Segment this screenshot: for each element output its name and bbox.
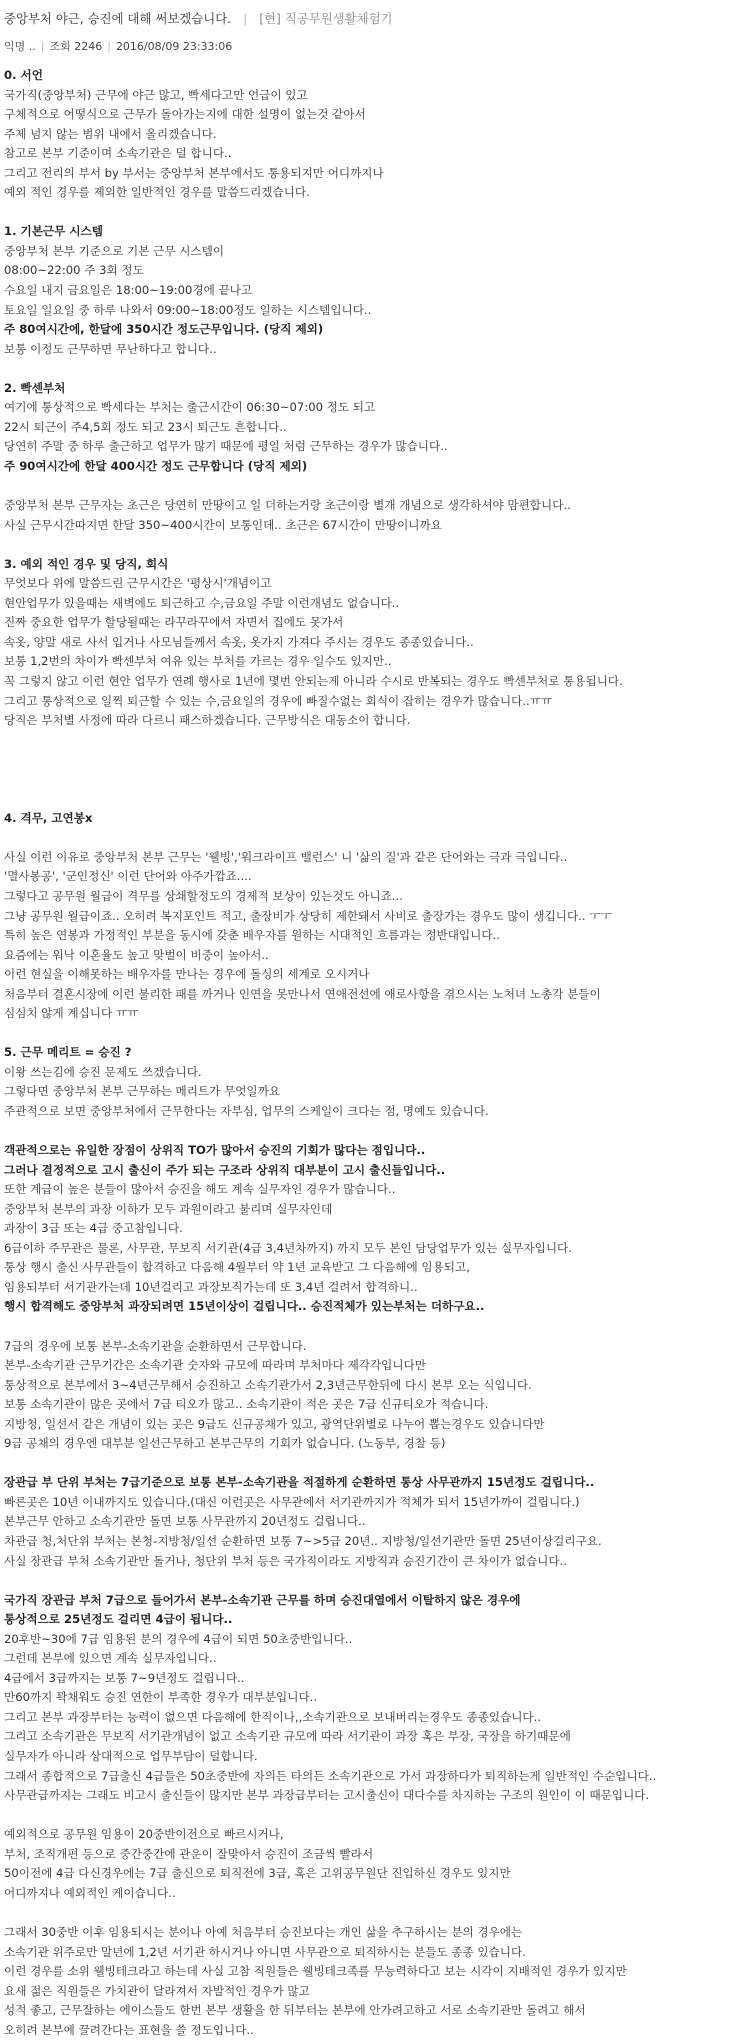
body-line: 구체적으로 어떻식으로 근무가 돌아가는지에 대한 설명이 없는것 같아서 xyxy=(4,107,366,122)
body-line: 만60까지 꽉채워도 승진 연한이 부족한 경우가 대부분입니다.. xyxy=(4,1690,318,1705)
body-line: 20후반~30에 7급 임용된 분의 경우에 4급이 되면 50초중반입니다.. xyxy=(4,1631,353,1646)
view-count: 조회 2246 xyxy=(49,40,103,53)
body-line: 22시 퇴근이 주4,5회 정도 되고 23시 퇴근도 흔합니다.. xyxy=(4,419,287,434)
body-line: 9급 공채의 경우엔 대부분 일선근무하고 본부근무의 기회가 없습니다. (노동부, 경찰 등) xyxy=(4,1436,446,1451)
blank-line xyxy=(4,1806,740,1826)
section-heading: 그러나 결정적으로 고시 출신이 주가 되는 구조라 상위직 대부분이 고시 출신들입니다.. xyxy=(4,1162,446,1177)
blank-line xyxy=(4,1122,740,1142)
section-heading: 주 90여시간에 한달 400시간 정도 근무합니다 (당직 제외) xyxy=(4,458,308,473)
body-line: 임용되부터 서기관가는데 10년걸리고 과장보직가는데 또 3,4년 걸려서 합격하니.. xyxy=(4,1279,418,1294)
blank-line xyxy=(4,789,740,809)
body-line: 예외적으로 공무원 임용이 20중반이전으로 빠르시거나, xyxy=(4,1827,284,1842)
body-line: 이런 경우를 소위 웰빙테크라고 하는데 사실 고참 직원들은 웰빙테크족를 무능력하다고 보는 시각이 지배적인 경우가 있지만 xyxy=(4,1964,627,1979)
blank-line xyxy=(4,476,740,496)
section-heading: 1. 기본근무 시스템 xyxy=(4,224,103,239)
body-line: 6급이하 주무관은 물론, 사무관, 무보직 서기관(4급 3,4년차까지) 까지 모두 본인 담당업무가 있는 실무자입니다. xyxy=(4,1240,572,1255)
body-line: 부처, 조직개편 등으로 중간중간에 관운이 잘맞아서 승진이 조금씩 빨라서 xyxy=(4,1846,374,1861)
body-line: 그래서 종합적으로 7급출신 4급들은 50초중반에 자의든 타의든 소속기관으로 가서 과장하다가 퇴직하는게 일반적인 수순입니다.. xyxy=(4,1768,657,1783)
body-line: 중앙부처 본부 기준으로 기본 근무 시스템이 xyxy=(4,243,225,258)
body-line: 수요일 내지 금요일은 18:00~19:00경에 끝나고 xyxy=(4,283,253,298)
body-line: 어디까지나 예외적인 케이습니다.. xyxy=(4,1885,176,1900)
body-line: 당직은 부처별 사정에 따라 다르니 패스하겠습니다. 근무방식은 대동소이 합니다. xyxy=(4,713,411,728)
body-line: 그리고 전리의 부서 by 부서는 중앙부처 본부에서도 통용되지만 어디까지나 xyxy=(4,165,384,180)
body-line: 본부근무 안하고 소속기관만 돌면 보통 사무관까지 20년정도 걸립니다.. xyxy=(4,1514,366,1529)
body-line: 사실 이런 이유로 중앙부처 본부 근무는 '웰빙','워크라이프 밸런스' 니 '삶의 질'과 같은 단어와는 극과 극입니다.. xyxy=(4,849,568,864)
body-line: 보통 이정도 근무하면 무난하다고 합니다.. xyxy=(4,341,217,356)
section-heading: 국가직 장관급 부처 7급으로 들어가서 본부-소속기관 근무를 하며 승진대열에서 이탈하지 않은 경우에 xyxy=(4,1592,521,1607)
body-line: 토요일 일요일 중 하루 나와서 09:00~18:00정도 일하는 시스템입니다.. xyxy=(4,302,372,317)
section-heading: 4. 격무, 고연봉x xyxy=(4,810,93,825)
body-line: 주제 넘지 않는 범위 내에서 올리겠습니다. xyxy=(4,126,217,141)
section-heading: 0. 서언 xyxy=(4,68,43,82)
article-meta xyxy=(0,30,744,54)
body-line: 심심치 않게 계십니다 ㅠㅠ xyxy=(4,1006,139,1021)
body-line: 사실 장관급 부처 소속기관만 돌거나, 청단위 부처 등은 국가직이라도 지방직과 승진기간이 큰 차이가 없습니다.. xyxy=(4,1553,567,1568)
meta-divider: | xyxy=(40,40,45,53)
body-line: '멸사봉공', '군인정신' 이런 단어와 아주가깝죠.... xyxy=(4,869,252,884)
body-line: 지방청, 일선서 같은 개념이 있는 곳은 9급도 신규공채가 있고, 광역단위별로 나누어 뽑는경우도 있습니다만 xyxy=(4,1416,545,1431)
body-line: 국가직(중앙부처) 근무에 야근 많고, 빡세다고만 언급이 있고 xyxy=(4,87,308,102)
body-line: 50이전에 4급 다신경우에는 7급 출신으로 퇴직전에 3급, 혹은 고위공무원단 진입하신 경우도 있지만 xyxy=(4,1866,511,1881)
article-title: 중앙부처 야근, 승진에 대해 써보겠습니다. xyxy=(4,11,232,26)
section-heading: 객관적으로는 유일한 장점이 상위직 TO가 많아서 승진의 기회가 많다는 점입니다.. xyxy=(4,1143,426,1158)
blank-line xyxy=(4,828,740,848)
section-heading: 장관급 부 단위 부처는 7급기준으로 보통 본부-소속기관을 적절하게 순환하면 통상 사무관까지 15년정도 걸립니다.. xyxy=(4,1475,595,1490)
body-line: 중앙부처 본부의 과장 이하가 모두 과원이라고 불리며 실무자인데 xyxy=(4,1201,333,1216)
body-line: 보통 1,2번의 차이가 빡센부처 여유 있는 부처를 가르는 경우 일수도 있지만.. xyxy=(4,654,392,669)
blank-line xyxy=(4,1024,740,1044)
body-line: 08:00~22:00 주 3회 정도 xyxy=(4,263,144,278)
blank-line xyxy=(4,750,740,770)
post-date: 2016/08/09 23:33:06 xyxy=(115,40,233,53)
body-line: 이왕 쓰는김에 승진 문제도 쓰겠습니다. xyxy=(4,1064,202,1079)
body-line: 무엇보다 위에 말씀드린 근무시간은 '평상시'개념이고 xyxy=(4,576,272,591)
section-heading: 주 80여시간에, 한달에 350시간 정도근무입니다. (당직 제외) xyxy=(4,322,324,337)
body-line: 이런 현실을 이해못하는 배우자를 만나는 경우에 돌싱의 세계로 오시거나 xyxy=(4,967,370,982)
body-line: 그런데 본부에 있으면 계속 실무자입니다.. xyxy=(4,1651,217,1666)
body-line: 오히려 본부에 끌려간다는 표현을 쓸 정도입니다.. xyxy=(4,2022,254,2037)
body-line: 보통 소속기관이 많은 곳에서 7급 티오가 많고.. 소속기관이 적은 곳은 7급 신규티오가 적습니다. xyxy=(4,1397,489,1412)
body-line: 과장이 3급 또는 4급 중고참입니다. xyxy=(4,1221,183,1236)
body-line: 그리고 통상적으로 일찍 퇴근할 수 있는 수,금요일의 경우에 빠질수없는 회식이 잡히는 경우가 많습니다..ㅠㅠ xyxy=(4,693,553,708)
body-line: 당연히 주말 중 하루 출근하고 업무가 많기 때문에 평일 처럼 근무하는 경우가 많습니다.. xyxy=(4,439,448,454)
body-line: 본부-소속기관 근무기간은 소속기관 숫자와 규모에 따라며 부처마다 제각각입니다만 xyxy=(4,1358,426,1373)
body-line: 그래서 30중반 이후 임용되시는 분이나 아예 처음부터 승진보다는 개인 삶을 추구하시는 분의 경우에는 xyxy=(4,1924,523,1939)
body-line: 그냥 공무원 월급이죠.. 오히려 복지포인트 적고, 출장비가 상당히 제한돼서 사비로 출장가는 경우도 많이 생깁니다.. ㅜㅜ xyxy=(4,908,612,923)
blank-line xyxy=(4,1903,740,1923)
author-name[interactable]: 익명 .. xyxy=(4,40,36,53)
blank-line xyxy=(4,770,740,790)
body-line: 소속기관 위주로만 말년에 1,2년 서기관 하시거나 아니면 사무관으로 퇴직하시는 분들도 종종 있습니다. xyxy=(4,1944,526,1959)
section-heading: 5. 근무 메리트 = 승진 ? xyxy=(4,1045,132,1060)
blank-line xyxy=(4,359,740,379)
article-header xyxy=(0,0,744,30)
body-line: 그리고 소속기관은 무보직 서기관개념이 없고 소속기관 규모에 따라 서기관이 과장 혹은 부장, 국장을 하기때문에 xyxy=(4,1729,571,1744)
body-line: 차관급 청,처단위 부처는 본청-지방청/일선 순환하면 보통 7~>5급 20년.. 지방청/일선기관만 돌면 25년이상걸리구요. xyxy=(4,1534,602,1549)
body-line: 참고로 본부 기준이며 소속기관은 덜 합니다.. xyxy=(4,146,232,161)
body-line: 사무관급까지는 그래도 비고시 출신들이 많지만 본부 과장급부터는 고시출신이 대다수를 차지하는 구조의 원인이 이 때문입니다. xyxy=(4,1788,650,1803)
body-line: 또한 계급이 높은 분들이 많아서 승진을 해도 계속 실무자인 경우가 많습니다.. xyxy=(4,1182,396,1197)
body-line: 그렇다고 공무원 월급이 격무를 상쇄할정도의 경제적 보상이 있는것도 아니죠... xyxy=(4,888,403,903)
blank-line xyxy=(4,731,740,751)
meta-divider: | xyxy=(107,40,111,53)
body-line: 실무자가 아니라 상대적으로 업무부담이 덜합니다. xyxy=(4,1749,258,1764)
body-line: 통상적으로 본부에서 3~4년근무해서 승진하고 소속기관가서 2,3년근무한뒤에 다시 본부 오는 식입니다. xyxy=(4,1377,532,1392)
body-line: 현안업무가 있을때는 새벽에도 퇴근하고 수,금요일 주말 이런개념도 없습니다.. xyxy=(4,595,400,610)
section-heading: 3. 예외 적인 경우 및 당직, 회식 xyxy=(4,556,169,571)
blank-line xyxy=(4,1317,740,1337)
body-line: 7급의 경우에 보통 본부-소속기관을 순환하면서 근무합니다. xyxy=(4,1338,307,1353)
body-line: 예외 적인 경우를 제외한 일반적인 경우를 말씀드리겠습니다. xyxy=(4,185,310,200)
article-body xyxy=(0,54,744,2040)
blank-line xyxy=(4,535,740,555)
body-line: 주관적으로 보면 중앙부처에서 근무한다는 자부심, 업무의 스케일이 크다는 점, 명예도 있습니다. xyxy=(4,1103,489,1118)
section-heading: 2. 빡센부처 xyxy=(4,380,66,395)
body-line: 특히 높은 연봉과 가정적인 부분을 동시에 갖춘 배우자를 원하는 시대적인 흐름과는 정반대입니다.. xyxy=(4,928,500,943)
section-heading: 통상적으로 25년정도 걸리면 4급이 됩니다.. xyxy=(4,1612,233,1627)
blank-line xyxy=(4,1571,740,1591)
blank-line xyxy=(4,1454,740,1474)
body-line: 꼭 그렇지 않고 이런 현안 업무가 연례 행사로 1년에 몇번 안되는게 아니라 수시로 반복되는 경우도 빡센부처로 통용됩니다. xyxy=(4,673,623,688)
body-line: 빠른곳은 10년 이내까지도 있습니다.(대신 이런곳은 사무관에서 서기관까지가 적체가 되서 15년가까이 걸립니다.) xyxy=(4,1494,580,1509)
section-heading: 행시 합격해도 중앙부처 과장되려면 15년이상이 걸립니다.. 승진적체가 있는부처는 더하구요.. xyxy=(4,1299,485,1314)
body-line: 진짜 중요한 업무가 할당될때는 라꾸라꾸에서 자면서 집에도 못가서 xyxy=(4,615,344,630)
body-line: 통상 행시 출신 사무관들이 합격하고 다음해 4월부터 약 1년 교육받고 그 다음해에 임용되고, xyxy=(4,1260,470,1275)
title-separator: | xyxy=(243,11,248,26)
body-line: 처음부터 결혼시장에 이런 불리한 패를 까거나 인연을 못만나서 연애전선에 애로사항을 겪으시는 노처녀 노총각 분들이 xyxy=(4,986,601,1001)
body-line: 그리고 본부 과장부터는 능력이 없으면 다음해에 한직이나,,소속기관으로 보내버리는경우도 종종있습니다.. xyxy=(4,1709,542,1724)
body-line: 성적 좋고, 근무잘하는 에이스들도 한번 본부 생활을 한 뒤부터는 본부에 안가려고하고 서로 소속기관만 돌려고 해서 xyxy=(4,2003,586,2018)
body-line: 여기에 통상적으로 빡세다는 부처는 출근시간이 06:30~07:00 정도 되고 xyxy=(4,400,376,415)
body-line: 요즘에는 워낙 이혼율도 높고 맞벌이 비중이 높아서.. xyxy=(4,947,269,962)
body-line: 요새 젊은 직원들은 가치관이 달라져서 자발적인 경우가 많고 xyxy=(4,1983,310,1998)
board-name-link[interactable]: [현] 직공무원생활체험기 xyxy=(259,11,393,26)
body-line: 4급에서 3급까지는 보통 7~9년정도 걸립니다.. xyxy=(4,1670,245,1685)
blank-line xyxy=(4,203,740,223)
body-line: 그렇다면 중앙부처 본부 근무하는 메리트가 무엇일까요 xyxy=(4,1084,281,1099)
body-line: 중앙부처 본부 근무자는 초근은 당연히 만땅이고 일 더하는거랑 초근이랑 별개 개념으로 생각하셔야 맘편합니다.. xyxy=(4,498,571,513)
body-line: 사실 근무시간따지면 한달 350~400시간이 보통인데.. 초근은 67시간이 만땅이니까요 xyxy=(4,517,442,532)
body-line: 속옷, 양말 새로 사서 입거나 사모님들께서 속옷, 옷가지 가져다 주시는 경우도 종종있습니다.. xyxy=(4,634,474,649)
